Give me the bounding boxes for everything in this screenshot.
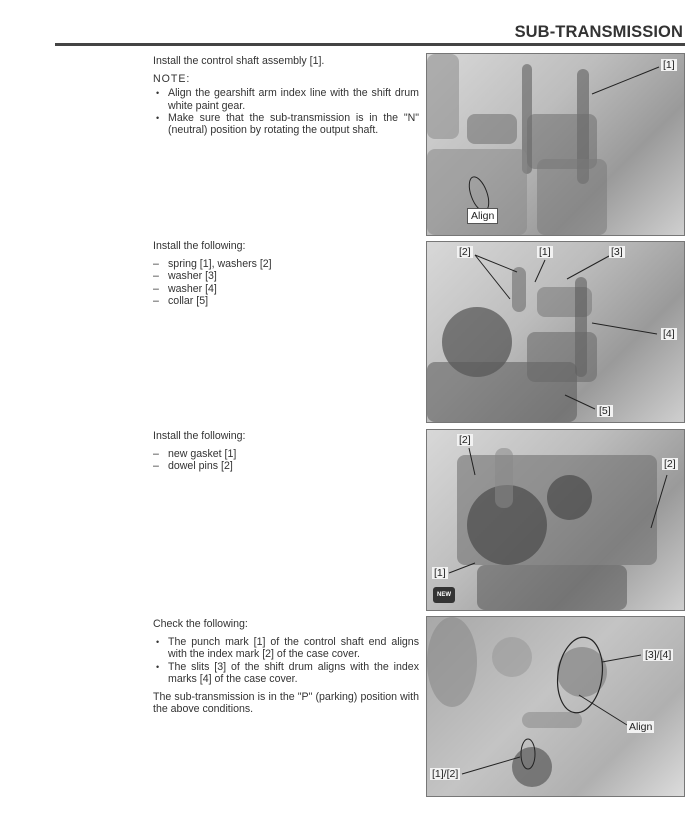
note-label: NOTE: [153,73,191,86]
figure-control-shaft [426,53,685,236]
step-4-text [153,618,419,721]
leader-lines [427,617,684,796]
callout-1: [1] [539,246,551,258]
new-part-icon: NEW [433,587,455,603]
list-item: – washer [4] [153,283,419,295]
step-4-intro: Check the following: [153,618,248,630]
callout-1: [1] [663,59,675,71]
check-bullets [153,636,419,685]
check-bullet: • The punch mark [1] of the control shaft end aligns with the index mark [2] of the case cover. [153,636,419,660]
callout-1-2: [1]/[2] [432,768,459,780]
figure-spring-washers [426,241,685,423]
step-1-intro: Install the control shaft assembly [1]. [153,55,325,67]
callout-2-right: [2] [664,458,676,470]
list-item: – spring [1], washers [2] [153,258,419,270]
leader-lines [427,54,684,235]
figure-alignment-marks [426,616,685,797]
step-2-intro: Install the following: [153,240,246,252]
callout-4: [4] [663,328,675,340]
callout-3: [3] [611,246,623,258]
callout-2-left: [2] [459,434,471,446]
step-2-text [153,240,419,307]
callout-2: [2] [459,246,471,258]
check-bullet: • The slits [3] of the shift drum aligns with the index marks [4] of the case cover. [153,661,419,685]
step-2-list [153,258,419,307]
callout-5: [5] [599,405,611,417]
step-3-intro: Install the following: [153,430,246,442]
section-title: SUB-TRANSMISSION [514,23,683,41]
align-label: Align [629,721,653,733]
list-item: – new gasket [1] [153,448,419,460]
list-item: – collar [5] [153,295,419,307]
callout-1: [1] [434,567,446,579]
step-3-list [153,448,419,472]
callout-3-4: [3]/[4] [645,649,672,661]
figure-gasket-dowels [426,429,685,611]
step-1-text [153,55,419,142]
list-item: – dowel pins [2] [153,460,419,472]
leader-lines [427,430,684,610]
leader-lines [427,242,684,422]
list-item: – washer [3] [153,270,419,282]
note-bullets [153,87,419,136]
header-rule [55,43,685,46]
note-bullet: • Make sure that the sub-transmission is in the "N" (neutral) position by rotating the output shaft. [153,112,419,136]
note-bullet: • Align the gearshift arm index line with the shift drum white paint gear. [153,87,419,111]
align-label: Align [467,208,498,224]
step-4-conclusion: The sub-transmission is in the "P" (parking) position with the above conditions. [153,691,419,716]
step-3-text [153,430,419,473]
